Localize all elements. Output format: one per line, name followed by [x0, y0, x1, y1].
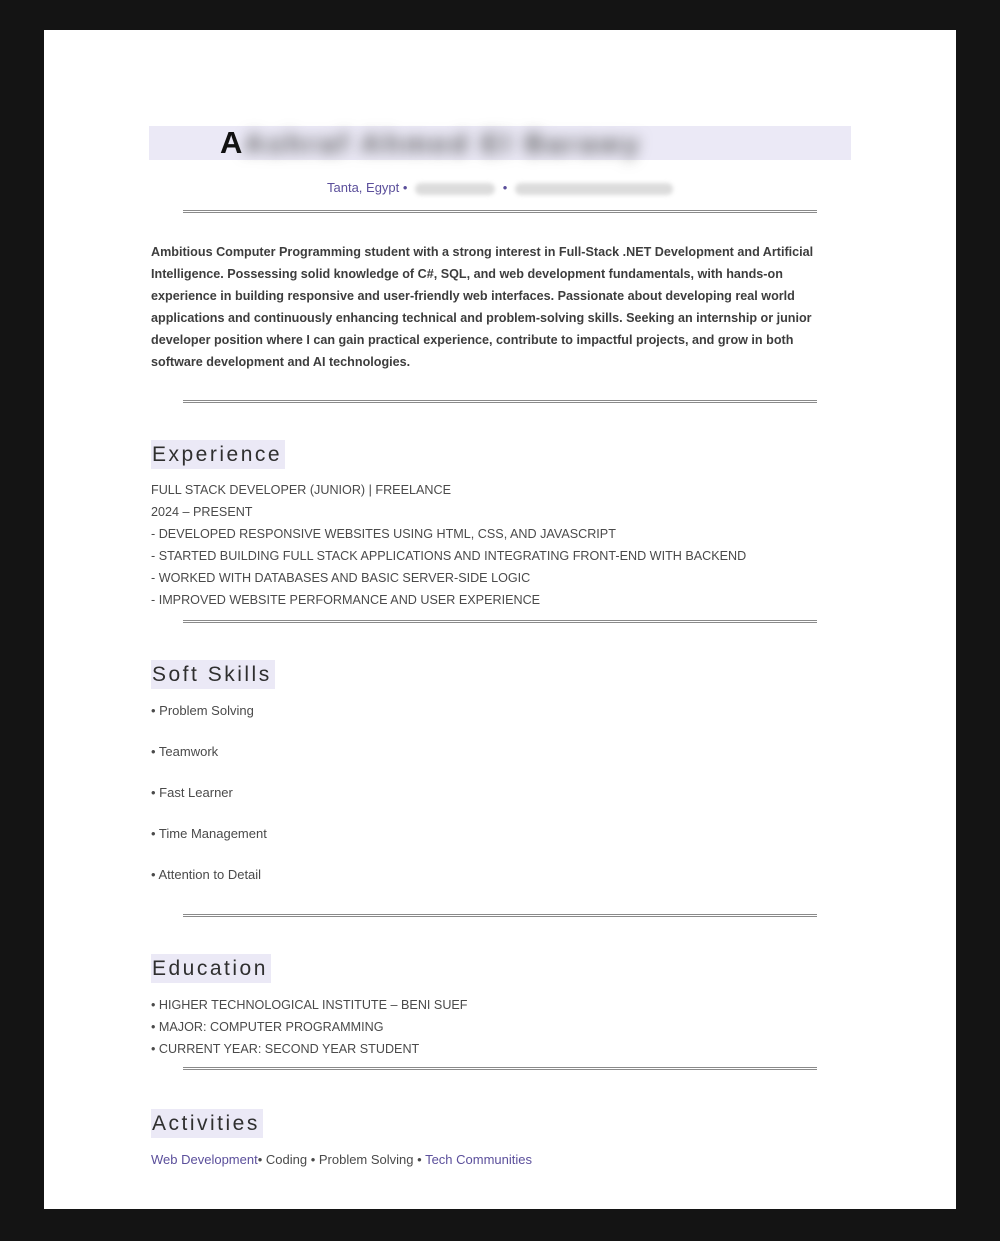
soft-skill-item: • Teamwork — [151, 744, 219, 759]
activity-tech-communities: Tech Communities — [425, 1152, 532, 1167]
experience-bullet: - IMPROVED WEBSITE PERFORMANCE AND USER EXPERIENCE — [151, 593, 541, 607]
profile-summary: Ambitious Computer Programming student with a strong interest in Full-Stack .NET Development and Artificial Intelligence. Possessing solid knowledge of C#, SQL, and web development fundamentals, with hands-on experience in building responsive and user-friendly web interfaces. Passionate about developing real world applications and continuously enhancing technical and problem-solving skills. Seeking an internship or junior developer position where I can gain practical experience, contribute to impactful projects, and grow in both software development and AI technologies. — [151, 245, 814, 369]
soft-skill-item: • Attention to Detail — [151, 867, 262, 882]
divider — [183, 1067, 817, 1070]
name-initial: A — [220, 125, 243, 160]
section-title-experience: Experience — [151, 440, 285, 469]
activity-web-development: Web Development — [151, 1152, 258, 1167]
education-item: • HIGHER TECHNOLOGICAL INSTITUTE – BENI SUEF — [151, 998, 468, 1012]
contact-separator: • — [402, 180, 408, 195]
section-title-activities: Activities — [151, 1109, 263, 1138]
divider — [183, 914, 817, 917]
soft-skill-item: • Fast Learner — [151, 785, 233, 800]
redacted-phone — [415, 183, 495, 195]
experience-dates: 2024 – PRESENT — [151, 505, 253, 519]
activity-coding-problem-solving: • Coding • Problem Solving • — [257, 1152, 426, 1167]
contact-separator: • — [502, 180, 508, 195]
section-title-soft-skills: Soft Skills — [151, 660, 275, 689]
soft-skill-item: • Time Management — [151, 826, 267, 841]
experience-bullet: - WORKED WITH DATABASES AND BASIC SERVER-SIDE LOGIC — [151, 571, 531, 585]
divider — [183, 210, 817, 213]
divider — [183, 400, 817, 403]
education-item: • CURRENT YEAR: SECOND YEAR STUDENT — [151, 1042, 420, 1056]
redacted-email — [515, 183, 673, 195]
activities-list — [151, 1151, 532, 1169]
divider — [183, 620, 817, 623]
location: Tanta, Egypt — [327, 180, 400, 195]
experience-role: FULL STACK DEVELOPER (JUNIOR) | FREELANCE — [151, 483, 451, 497]
section-title-education: Education — [151, 954, 271, 983]
resume-page — [44, 30, 956, 1209]
candidate-name-redacted: Ashraf Ahmed El Barawy — [244, 128, 642, 159]
education-item: • MAJOR: COMPUTER PROGRAMMING — [151, 1020, 384, 1034]
experience-bullet: - STARTED BUILDING FULL STACK APPLICATIONS AND INTEGRATING FRONT-END WITH BACKEND — [151, 549, 747, 563]
contact-line — [327, 180, 677, 196]
soft-skill-item: • Problem Solving — [151, 703, 254, 718]
experience-bullet: - DEVELOPED RESPONSIVE WEBSITES USING HTML, CSS, AND JAVASCRIPT — [151, 527, 616, 541]
